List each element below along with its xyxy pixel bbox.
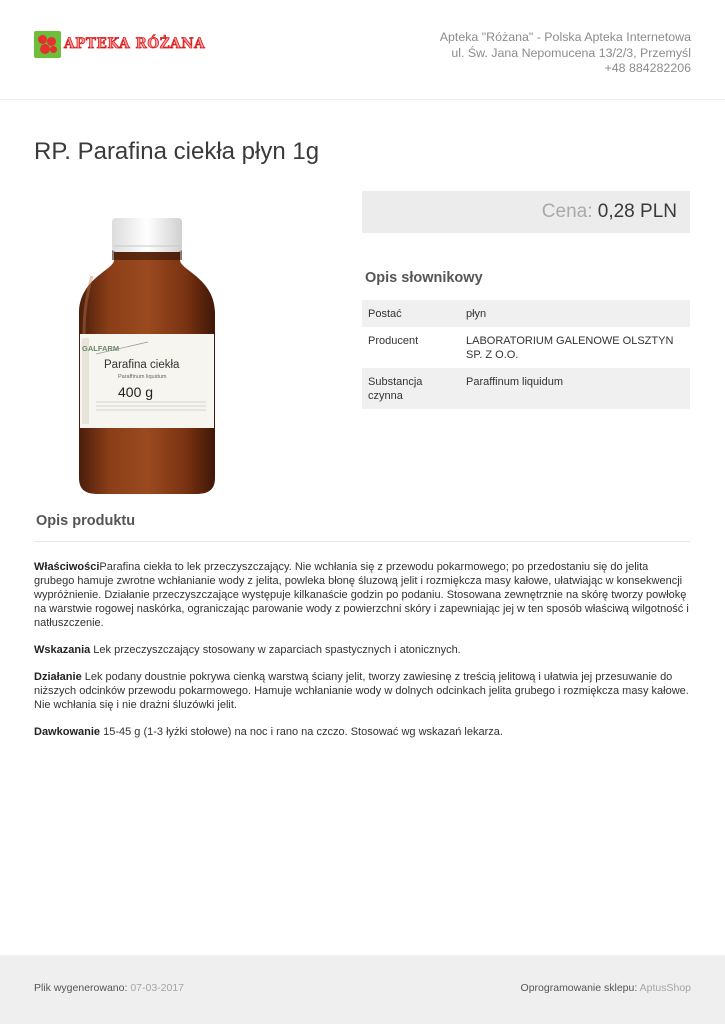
section-label: Dawkowanie (34, 726, 101, 738)
bottle-illustration (74, 216, 220, 498)
bottle-label-weight: 400 g (118, 384, 154, 400)
description-title: Opis produktu (36, 513, 136, 529)
software-info (521, 982, 691, 994)
logo[interactable] (34, 30, 205, 58)
description-section (34, 670, 690, 712)
logo-text: APTEKA RÓŻANA (64, 36, 206, 52)
price-label: Cena: (541, 201, 593, 222)
section-text: Lek podany doustnie pokrywa cienką warstwą ściany jelit, tworzy zawiesinę z treścią jelitową i ułatwia jej przesuwanie do niższych odcinków przewodu pokarmowego. Hamuje wchłanianie wody w dolnych odcinkach jelita grubego i rozmiękcza masy kałowe. Nie wchłania się i nie drażni śluzówki jelit. (34, 671, 689, 711)
row-key: Producent (368, 335, 419, 347)
row-key: Substancja czynna (368, 376, 423, 402)
bottle-brand-text: GALFARM (82, 344, 120, 353)
price-box (362, 191, 690, 233)
divider (34, 541, 690, 542)
page-header (0, 0, 725, 100)
section-label: Działanie (34, 671, 82, 683)
dictionary-title: Opis słownikowy (365, 270, 483, 286)
section-text: 15-45 g (1-3 łyżki stołowe) na noc i rano na czczo. Stosować wg wskazań lekarza. (100, 726, 503, 738)
software-link[interactable]: AptusShop (639, 982, 691, 994)
product-title: RP. Parafina ciekła płyn 1g (34, 138, 320, 165)
shop-name: Apteka "Różana" - Polska Apteka Internetowa (439, 30, 691, 44)
generated-date: 07-03-2017 (130, 982, 185, 994)
section-text: Parafina ciekła to lek przeczyszczający. Nie wchłania się z przewodu pokarmowego; po przedostaniu się do jelita grubego hamuje zwrotne wchłanianie wody z jelita, powleka błonę śluzową jelit i rozmiękcza masy kałowe, ułatwiając w konsekwencji wypróżnienie. Działanie przeczyszczające występuje kilkanaście godzin po podaniu. Stosowana zewnętrznie na skórę tworzy powłokę na warstwie rogowej naskórka, ograniczając parowanie wody z powierzchni skóry i zapewniając jej w ten sposób właściwą wilgotność i natłuszczenie. (34, 561, 689, 629)
row-value: LABORATORIUM GALENOWE OLSZTYN SP. Z O.O. (466, 335, 674, 361)
row-value: Paraffinum liquidum (466, 376, 564, 388)
description-section (34, 725, 690, 739)
description-body (34, 560, 690, 752)
section-text: Lek przeczyszczający stosowany w zaparciach spastycznych i atonicznych. (90, 644, 461, 656)
shop-phone[interactable]: +48 884282206 (604, 61, 691, 75)
row-key: Postać (368, 308, 402, 320)
dictionary-table (362, 300, 690, 409)
table-row (362, 368, 690, 409)
product-image (74, 216, 220, 498)
generated-info (34, 982, 184, 994)
section-label: Wskazania (34, 644, 91, 656)
generated-label: Plik wygenerowano: (34, 982, 128, 994)
page-footer (0, 955, 725, 1024)
section-label: Właściwości (34, 561, 100, 573)
description-section (34, 560, 690, 630)
bottle-label-name: Parafina ciekła (104, 359, 180, 371)
row-value: płyn (466, 308, 487, 320)
shop-address: ul. Św. Jana Nepomucena 13/2/3, Przemyśl (451, 45, 691, 60)
table-row (362, 327, 690, 368)
shop-contact-info (440, 30, 691, 77)
price-value: 0,28 PLN (597, 201, 677, 222)
table-row (362, 300, 690, 327)
description-section (34, 643, 690, 657)
bottle-label-latin: Paraffinum liquidum (118, 374, 167, 380)
logo-flower-icon (34, 31, 61, 58)
software-label: Oprogramowanie sklepu: (520, 982, 638, 994)
